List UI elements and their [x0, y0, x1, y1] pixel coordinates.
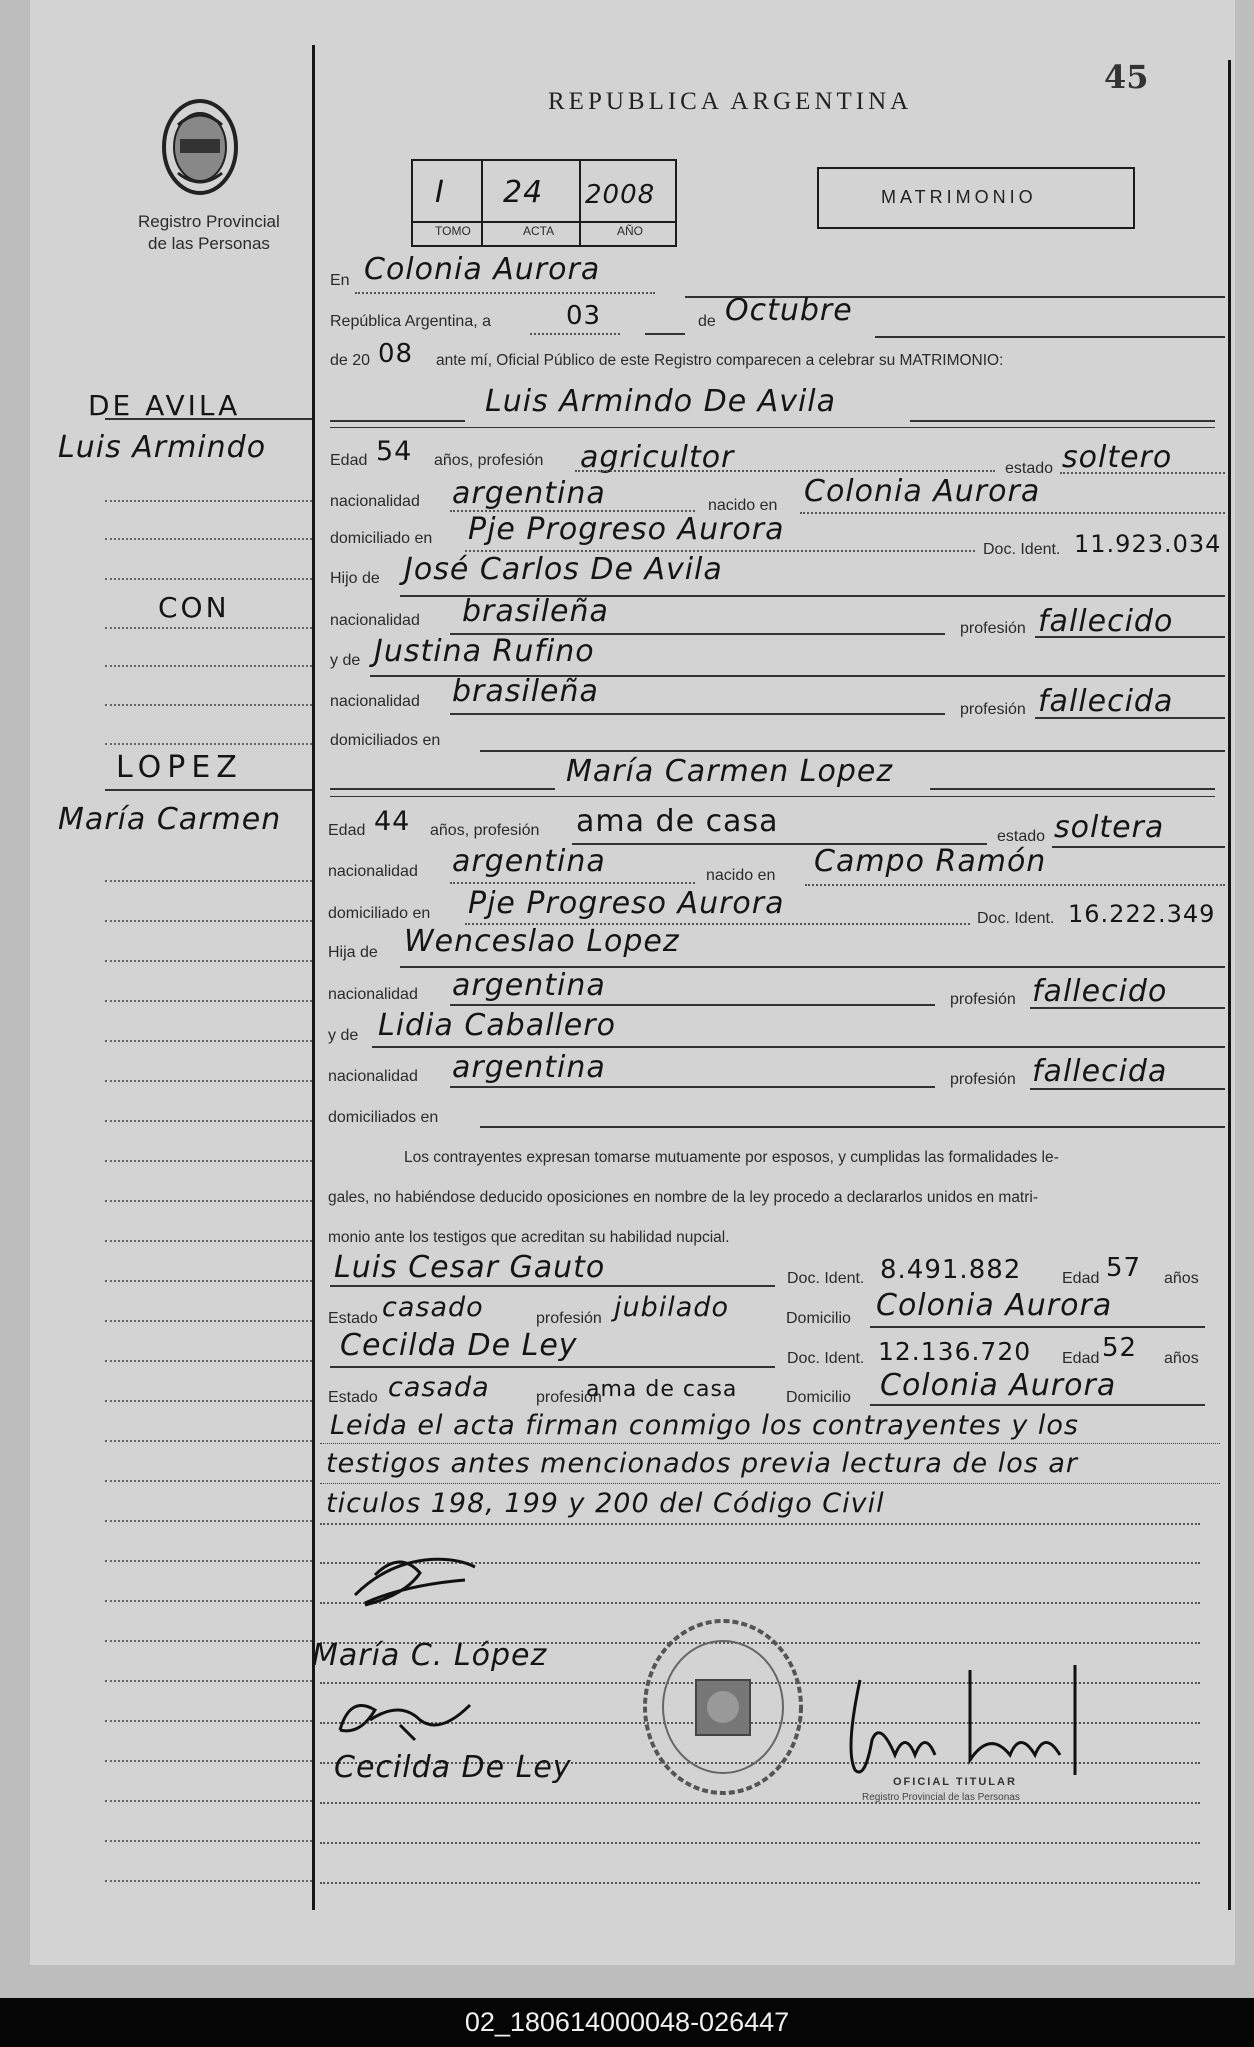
groom-address: Pje Progreso Aurora — [468, 512, 785, 547]
margin-surname-1: DE AVILA — [88, 389, 241, 422]
bride-mother-nationality: argentina — [452, 1050, 606, 1085]
label-domiciliados-2: domiciliados en — [328, 1109, 439, 1126]
label-edad-bride: Edad — [328, 822, 366, 839]
margin-con: CON — [158, 591, 230, 624]
label-nacido-en-groom: nacido en — [708, 497, 778, 514]
label-estado-groom: estado — [1005, 460, 1054, 477]
bride-profession: ama de casa — [576, 804, 779, 839]
groom-mother-profession: fallecida — [1038, 684, 1174, 719]
label-nacionalidad-father1: nacionalidad — [330, 612, 420, 629]
country-title: REPUBLICA ARGENTINA — [548, 88, 913, 115]
label-doc-witness1: Doc. Ident. — [787, 1270, 865, 1287]
groom-father: José Carlos De Avila — [404, 552, 723, 587]
witness1-profession: jubilado — [614, 1292, 729, 1323]
witness1-doc: 8.491.882 — [880, 1255, 1022, 1285]
right-border — [1228, 60, 1231, 1910]
groom-status: soltero — [1062, 440, 1173, 475]
label-hija-de: Hija de — [328, 944, 378, 961]
acta-label: ACTA — [523, 224, 555, 238]
groom-father-nationality: brasileña — [462, 594, 609, 629]
label-anos-witness2: años — [1164, 1350, 1199, 1367]
label-domicilio-witness2: Domicilio — [786, 1389, 851, 1406]
label-anos-profesion-bride: años, profesión — [430, 822, 540, 839]
bride-status: soltera — [1054, 810, 1165, 845]
label-nacido-en-bride: nacido en — [706, 867, 776, 884]
event-place: Colonia Aurora — [364, 252, 601, 287]
label-nacionalidad-mother1: nacionalidad — [330, 693, 420, 710]
stamp-subtitle: Registro Provincial de las Personas — [862, 1792, 1020, 1803]
groom-full-name: Luis Armindo De Avila — [485, 384, 837, 419]
label-doc-groom: Doc. Ident. — [983, 541, 1061, 558]
label-ante-mi: ante mí, Oficial Público de este Registro comparecen a celebrar su MATRIMONIO: — [436, 352, 1004, 369]
event-month: Octubre — [725, 293, 853, 328]
bride-full-name: María Carmen Lopez — [566, 754, 894, 789]
groom-birthplace: Colonia Aurora — [804, 474, 1041, 509]
acta-register-box — [411, 159, 677, 247]
groom-father-profession: fallecido — [1038, 604, 1174, 639]
page-number: 45 — [1104, 58, 1149, 96]
witness2-profession: ama de casa — [586, 1377, 738, 1402]
witness2-age: 52 — [1102, 1333, 1138, 1363]
label-estado-bride: estado — [997, 828, 1046, 845]
label-edad-groom: Edad — [330, 452, 368, 469]
label-y-de-2: y de — [328, 1027, 359, 1044]
bride-father-profession: fallecido — [1032, 974, 1168, 1009]
label-profesion-father2: profesión — [950, 991, 1016, 1008]
label-profesion-witness2: profesión — [536, 1389, 602, 1406]
event-day: 03 — [566, 301, 602, 331]
groom-profession: agricultor — [580, 440, 735, 475]
witness2-status: casada — [388, 1372, 490, 1403]
witness2-signature: Cecilda De Ley — [334, 1750, 572, 1785]
label-anos-witness1: años — [1164, 1270, 1199, 1287]
tomo-label: TOMO — [435, 224, 471, 238]
registry-name-line2: de las Personas — [148, 234, 270, 253]
provincial-seal-icon — [160, 95, 240, 200]
witness1-domicile: Colonia Aurora — [876, 1288, 1113, 1323]
label-domicilio-witness1: Domicilio — [786, 1310, 851, 1327]
label-profesion-mother1: profesión — [960, 701, 1026, 718]
bride-father-nationality: argentina — [452, 968, 606, 1003]
event-year: 08 — [378, 339, 414, 369]
margin-surname-2: LOPEZ — [116, 750, 243, 785]
witness1-status: casado — [382, 1292, 484, 1323]
bride-father: Wenceslao Lopez — [404, 924, 680, 959]
label-nacionalidad-father2: nacionalidad — [328, 986, 418, 1003]
label-anos-profesion-groom: años, profesión — [434, 452, 544, 469]
label-en: En — [330, 272, 350, 289]
doc-type-title: MATRIMONIO — [881, 187, 1037, 207]
bride-mother: Lidia Caballero — [378, 1008, 616, 1043]
closing-line2: testigos antes mencionados previa lectura de los ar — [326, 1448, 1079, 1479]
label-domiciliado-groom: domiciliado en — [330, 530, 433, 547]
label-nacionalidad-mother2: nacionalidad — [328, 1068, 418, 1085]
bride-address: Pje Progreso Aurora — [468, 886, 785, 921]
label-edad-witness1: Edad — [1062, 1270, 1100, 1287]
witness2-domicile: Colonia Aurora — [880, 1368, 1117, 1403]
label-y-de-1: y de — [330, 652, 361, 669]
matrimonio-box — [817, 167, 1135, 229]
bride-age: 44 — [374, 806, 411, 837]
label-estado-witness1: Estado — [328, 1310, 378, 1327]
groom-mother: Justina Rufino — [374, 634, 595, 669]
body-text-line3: monio ante los testigos que acreditan su habilidad nupcial. — [328, 1229, 730, 1246]
label-estado-witness2: Estado — [328, 1389, 378, 1406]
label-de: de — [698, 313, 716, 330]
bride-doc: 16.222.349 — [1068, 900, 1216, 928]
groom-age: 54 — [376, 436, 413, 467]
label-de-20: de 20 — [330, 352, 371, 369]
label-profesion-father1: profesión — [960, 620, 1026, 637]
bride-signature: María C. López — [312, 1638, 548, 1673]
label-republica: República Argentina, a — [330, 313, 491, 330]
bride-mother-profession: fallecida — [1032, 1054, 1168, 1089]
label-domiciliados-1: domiciliados en — [330, 732, 441, 749]
witness1-age: 57 — [1106, 1253, 1142, 1283]
witness1-name: Luis Cesar Gauto — [334, 1250, 606, 1285]
label-hijo-de: Hijo de — [330, 570, 380, 587]
label-domiciliado-bride: domiciliado en — [328, 905, 431, 922]
anio-value: 2008 — [585, 180, 656, 210]
closing-line3: ticulos 198, 199 y 200 del Código Civil — [326, 1488, 885, 1519]
scan-footer: 02_180614000048-026447 — [0, 1998, 1254, 2047]
label-doc-bride: Doc. Ident. — [977, 910, 1055, 927]
witness2-name: Cecilda De Ley — [340, 1328, 578, 1363]
witness1-signature — [330, 1690, 480, 1750]
bride-nationality: argentina — [452, 844, 606, 879]
margin-rule — [312, 45, 315, 1910]
official-stamp-icon — [638, 1615, 808, 1800]
stamp-title: OFICIAL TITULAR — [893, 1776, 1017, 1788]
label-doc-witness2: Doc. Ident. — [787, 1350, 865, 1367]
registry-name-line1: Registro Provincial — [138, 212, 280, 231]
label-edad-witness2: Edad — [1062, 1350, 1100, 1367]
acta-value: 24 — [503, 175, 544, 210]
margin-name-1: Luis Armindo — [58, 430, 267, 465]
groom-doc: 11.923.034 — [1074, 530, 1222, 558]
margin-name-2: María Carmen — [58, 802, 282, 837]
label-profesion-mother2: profesión — [950, 1071, 1016, 1088]
groom-nationality: argentina — [452, 476, 606, 511]
anio-label: AÑO — [617, 224, 644, 238]
tomo-value: I — [435, 175, 445, 210]
body-text-line1: Los contrayentes expresan tomarse mutuamente por esposos, y cumplidas las formalidades le- — [404, 1149, 1059, 1166]
label-profesion-witness1: profesión — [536, 1310, 602, 1327]
bride-birthplace: Campo Ramón — [814, 844, 1047, 879]
label-nacionalidad-groom: nacionalidad — [330, 493, 420, 510]
body-text-line2: gales, no habiéndose deducido oposiciones en nombre de la ley procedo a declararlos unidos en matri- — [328, 1189, 1039, 1206]
groom-signature — [345, 1545, 485, 1615]
groom-mother-nationality: brasileña — [452, 674, 599, 709]
label-nacionalidad-bride: nacionalidad — [328, 863, 418, 880]
closing-line1: Leida el acta firman conmigo los contrayentes y los — [330, 1410, 1079, 1441]
witness2-doc: 12.136.720 — [878, 1337, 1032, 1366]
